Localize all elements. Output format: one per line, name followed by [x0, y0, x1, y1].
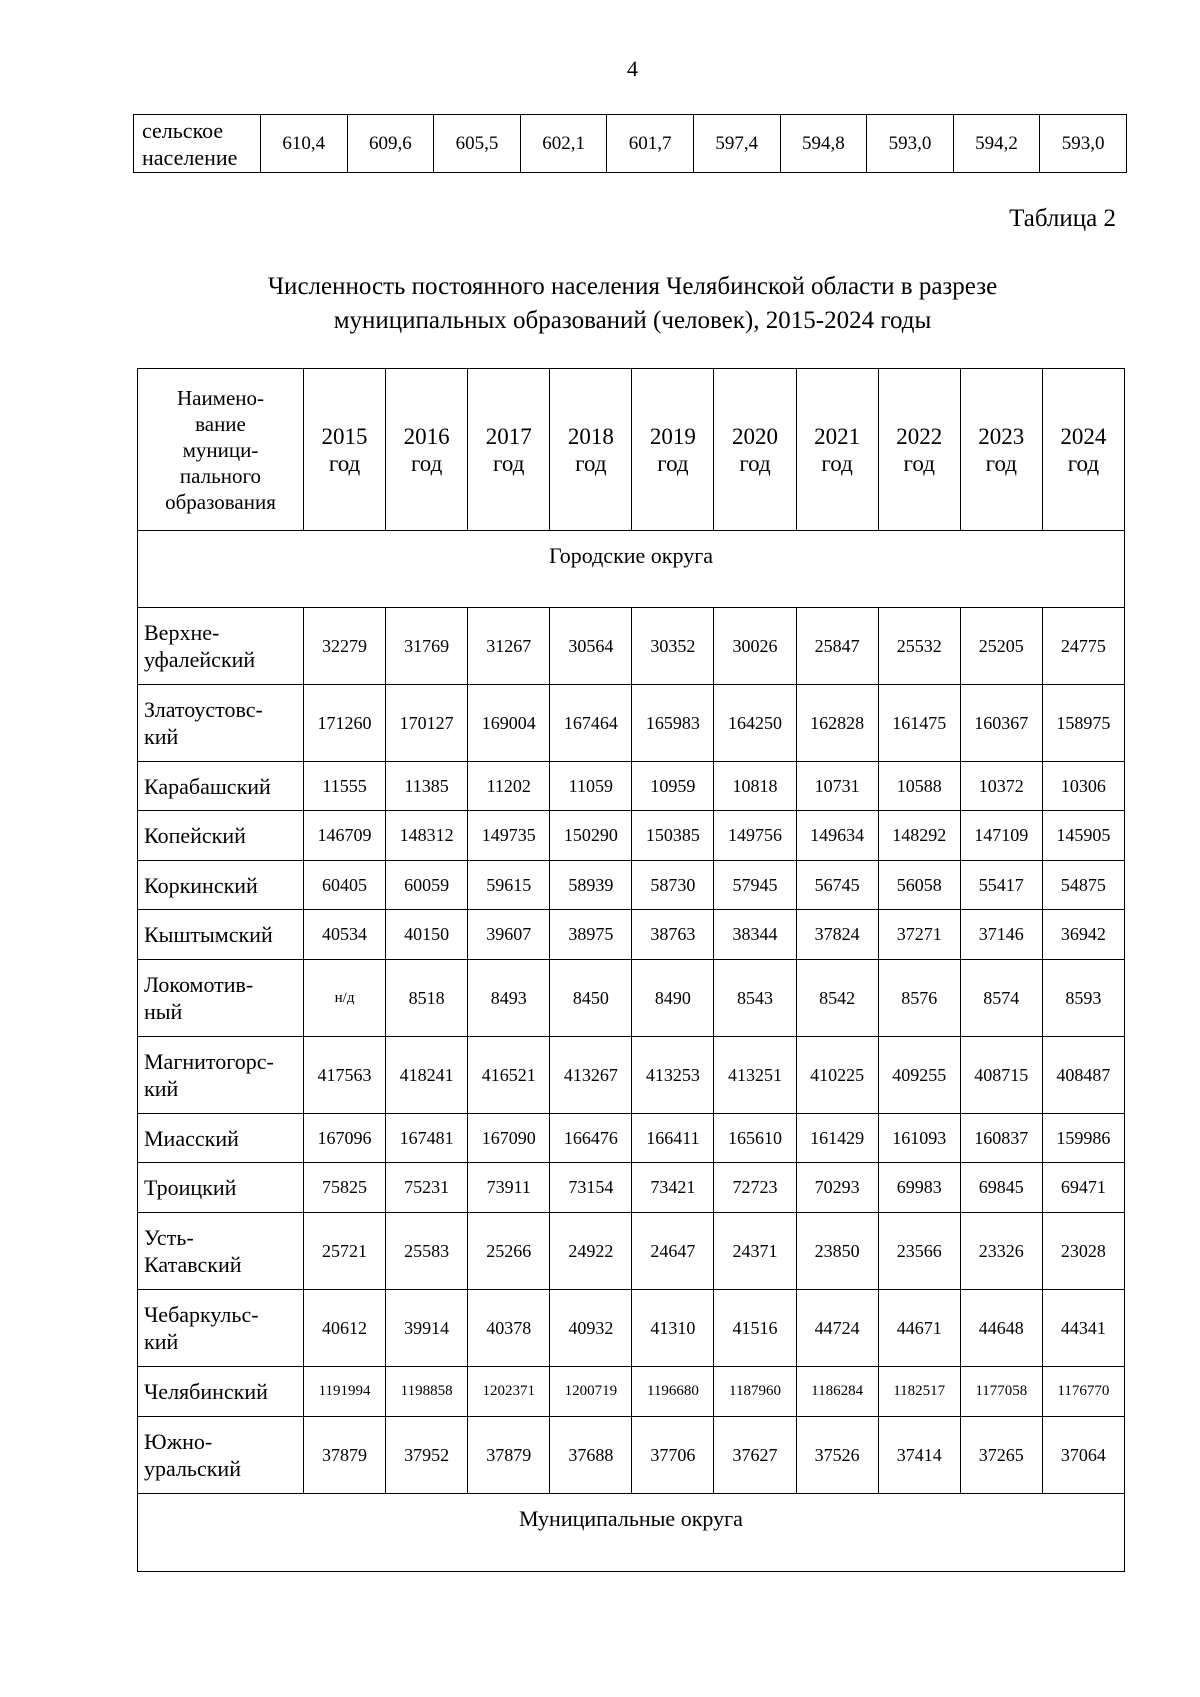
- table-title-line: Численность постоянного населения Челябинской области в разрезе: [267, 273, 998, 300]
- population-cell: 37879: [468, 1417, 550, 1494]
- municipality-name: [138, 861, 304, 910]
- population-cell: 166411: [632, 1114, 714, 1163]
- population-cell: 413267: [550, 1037, 632, 1114]
- population-cell: 41516: [714, 1290, 796, 1367]
- municipality-name: [138, 1417, 304, 1494]
- row-label-rural-population: [134, 115, 261, 173]
- population-cell: 30026: [714, 608, 796, 685]
- page-number: 4: [627, 56, 638, 81]
- municipality-name-line: Карабашский: [144, 773, 271, 799]
- population-cell: 73911: [468, 1163, 550, 1213]
- population-cell: 145905: [1042, 811, 1124, 861]
- municipality-name: [138, 910, 304, 960]
- population-cell: 418241: [386, 1037, 468, 1114]
- municipality-name-line: Катавский: [144, 1252, 242, 1277]
- population-cell: 161429: [796, 1114, 878, 1163]
- population-cell: 37824: [796, 910, 878, 960]
- table-caption: Таблица 2: [1009, 205, 1116, 232]
- table-cell: 593,0: [867, 115, 954, 173]
- population-cell: 169004: [468, 685, 550, 762]
- population-cell: 58730: [632, 861, 714, 910]
- population-cell: 167096: [304, 1114, 386, 1163]
- table-cell: 594,2: [953, 115, 1040, 173]
- population-cell: 167464: [550, 685, 632, 762]
- year-unit: год: [821, 450, 853, 476]
- municipality-name: [138, 1290, 304, 1367]
- population-cell: 148292: [878, 811, 960, 861]
- population-cell: 8490: [632, 960, 714, 1037]
- population-cell: 416521: [468, 1037, 550, 1114]
- year-unit: год: [739, 450, 771, 476]
- municipality-name-line: Кыштымский: [144, 922, 273, 947]
- table-row: [138, 608, 1125, 685]
- table-cell: 597,4: [693, 115, 780, 173]
- population-cell: 30352: [632, 608, 714, 685]
- table-row: [138, 1417, 1125, 1494]
- table-cell: 609,6: [347, 115, 434, 173]
- year-unit: год: [575, 450, 607, 476]
- municipality-name: [138, 1114, 304, 1163]
- population-cell: 37265: [960, 1417, 1042, 1494]
- population-cell: 56745: [796, 861, 878, 910]
- municipality-name: [138, 1163, 304, 1213]
- table-row: [138, 811, 1125, 861]
- population-cell: 37879: [304, 1417, 386, 1494]
- row-label-line: население: [142, 144, 238, 170]
- population-cell: 37146: [960, 910, 1042, 960]
- population-cell: 32279: [304, 608, 386, 685]
- population-cell: 8543: [714, 960, 796, 1037]
- table-header-row: [138, 369, 1125, 531]
- population-cell: 58939: [550, 861, 632, 910]
- column-header-year: [1042, 369, 1124, 531]
- table-row: [138, 910, 1125, 960]
- population-cell: 31267: [468, 608, 550, 685]
- table-row: [138, 762, 1125, 811]
- municipality-name-line: Локомотив-: [144, 972, 254, 997]
- header-line: муници-: [182, 437, 259, 462]
- table-row: [134, 115, 1127, 173]
- population-cell: 8518: [386, 960, 468, 1037]
- municipality-name-line: Магнитогорс-: [144, 1049, 274, 1074]
- population-cell: 75825: [304, 1163, 386, 1213]
- column-header-year: [468, 369, 550, 531]
- population-cell: 1177058: [960, 1367, 1042, 1417]
- population-cell: 25583: [386, 1213, 468, 1290]
- population-cell: 23566: [878, 1213, 960, 1290]
- population-cell: 158975: [1042, 685, 1124, 762]
- table-row: [138, 1114, 1125, 1163]
- population-cell: 1202371: [468, 1367, 550, 1417]
- municipality-name: [138, 811, 304, 861]
- year-unit: год: [410, 450, 443, 476]
- population-cell: 410225: [796, 1037, 878, 1114]
- municipality-name-line: уральский: [144, 1456, 241, 1481]
- municipality-name-line: Троицкий: [144, 1175, 237, 1200]
- table-row: [138, 685, 1125, 762]
- header-line: Наимено-: [176, 385, 265, 410]
- population-cell: 38975: [550, 910, 632, 960]
- population-cell: 162828: [796, 685, 878, 762]
- year-label: 2020: [732, 423, 779, 449]
- population-cell: 10588: [878, 762, 960, 811]
- year-label: 2024: [1060, 423, 1107, 449]
- table-cell: 605,5: [434, 115, 521, 173]
- year-unit: год: [328, 450, 361, 476]
- population-cell: 72723: [714, 1163, 796, 1213]
- table-row: [138, 1213, 1125, 1290]
- municipality-name-line: Коркинский: [144, 872, 258, 898]
- column-header-municipality: [138, 369, 304, 531]
- population-cell: 165610: [714, 1114, 796, 1163]
- population-cell: 167090: [468, 1114, 550, 1163]
- municipality-name-line: Верхне-: [144, 620, 220, 645]
- population-cell: 408715: [960, 1037, 1042, 1114]
- population-cell: 73421: [632, 1163, 714, 1213]
- population-cell: 44341: [1042, 1290, 1124, 1367]
- population-cell: 1198858: [386, 1367, 468, 1417]
- year-unit: год: [657, 450, 689, 476]
- population-cell: 146709: [304, 811, 386, 861]
- population-cell: 40534: [304, 910, 386, 960]
- population-cell: 8593: [1042, 960, 1124, 1037]
- year-label: 2016: [403, 423, 450, 449]
- population-cell: 149756: [714, 811, 796, 861]
- population-cell: 8450: [550, 960, 632, 1037]
- population-cell: 24371: [714, 1213, 796, 1290]
- table-cell: 610,4: [261, 115, 348, 173]
- table-title-line: муниципальных образований (человек), 2015-2024 годы: [333, 307, 932, 334]
- year-label: 2021: [814, 423, 861, 449]
- table-cell: 593,0: [1040, 115, 1127, 173]
- population-cell: 38763: [632, 910, 714, 960]
- population-cell: 11385: [386, 762, 468, 811]
- municipality-name-line: Копейский: [144, 823, 246, 848]
- population-cell: 165983: [632, 685, 714, 762]
- population-cell: 37526: [796, 1417, 878, 1494]
- municipality-name-line: кий: [144, 724, 179, 749]
- population-cell: 10372: [960, 762, 1042, 811]
- population-cell: 44671: [878, 1290, 960, 1367]
- population-cell: 11059: [550, 762, 632, 811]
- population-cell: 37706: [632, 1417, 714, 1494]
- table-title: [0, 270, 1200, 338]
- population-cell: 37271: [878, 910, 960, 960]
- municipality-name: [138, 762, 304, 811]
- population-cell: 60059: [386, 861, 468, 910]
- population-cell: 25266: [468, 1213, 550, 1290]
- municipality-name-line: уфалейский: [144, 647, 256, 672]
- population-cell: 149634: [796, 811, 878, 861]
- population-cell: 57945: [714, 861, 796, 910]
- section-urban-districts: Городские округа: [138, 531, 1125, 608]
- table-cell: 602,1: [520, 115, 607, 173]
- municipality-name-line: Златоустовс-: [144, 697, 263, 722]
- population-cell: 164250: [714, 685, 796, 762]
- population-cell: 44724: [796, 1290, 878, 1367]
- population-cell: 55417: [960, 861, 1042, 910]
- population-cell: 160367: [960, 685, 1042, 762]
- population-cell: 413253: [632, 1037, 714, 1114]
- year-unit: год: [1067, 450, 1100, 476]
- population-cell: 38344: [714, 910, 796, 960]
- population-cell: 1186284: [796, 1367, 878, 1417]
- year-label: 2022: [896, 423, 943, 449]
- population-cell: 25847: [796, 608, 878, 685]
- population-cell: 1187960: [714, 1367, 796, 1417]
- population-cell: 40612: [304, 1290, 386, 1367]
- column-header-year: [714, 369, 796, 531]
- year-unit: год: [903, 450, 935, 476]
- section-row: [138, 531, 1125, 608]
- column-header-year: [386, 369, 468, 531]
- population-cell: 75231: [386, 1163, 468, 1213]
- population-cell: 10959: [632, 762, 714, 811]
- previous-table-continuation: [133, 114, 1127, 173]
- population-cell: 39914: [386, 1290, 468, 1367]
- table-row: [138, 1163, 1125, 1213]
- year-unit: год: [493, 450, 525, 476]
- population-cell: 161475: [878, 685, 960, 762]
- population-cell: 149735: [468, 811, 550, 861]
- municipality-name-line: кий: [144, 1076, 179, 1101]
- column-header-year: [632, 369, 714, 531]
- table-row: [138, 861, 1125, 910]
- municipality-name-line: Южно-: [144, 1429, 213, 1454]
- year-unit: год: [985, 450, 1017, 476]
- population-cell: 417563: [304, 1037, 386, 1114]
- population-cell: 59615: [468, 861, 550, 910]
- municipality-name: [138, 1037, 304, 1114]
- year-label: 2015: [321, 423, 368, 449]
- population-cell: 24775: [1042, 608, 1124, 685]
- municipality-name-line: Челябинский: [144, 1379, 268, 1404]
- municipality-name-line: Усть-: [144, 1225, 194, 1250]
- population-cell: 1182517: [878, 1367, 960, 1417]
- table-row: [138, 1037, 1125, 1114]
- section-row: [138, 1494, 1125, 1572]
- year-label: 2017: [485, 423, 532, 449]
- population-cell: 25205: [960, 608, 1042, 685]
- section-municipal-districts: Муниципальные округа: [138, 1494, 1125, 1572]
- population-cell: 150290: [550, 811, 632, 861]
- population-cell: 147109: [960, 811, 1042, 861]
- population-cell: 170127: [386, 685, 468, 762]
- column-header-year: [960, 369, 1042, 531]
- population-cell: н/д: [304, 960, 386, 1037]
- table-cell: 601,7: [607, 115, 694, 173]
- population-cell: 10818: [714, 762, 796, 811]
- population-cell: 70293: [796, 1163, 878, 1213]
- population-cell: 1191994: [304, 1367, 386, 1417]
- population-cell: 8576: [878, 960, 960, 1037]
- population-cell: 8493: [468, 960, 550, 1037]
- population-cell: 8542: [796, 960, 878, 1037]
- year-label: 2023: [978, 423, 1025, 449]
- municipality-name: [138, 685, 304, 762]
- population-cell: 30564: [550, 608, 632, 685]
- table-row: [138, 1367, 1125, 1417]
- population-cell: 1200719: [550, 1367, 632, 1417]
- population-cell: 40150: [386, 910, 468, 960]
- population-cell: 166476: [550, 1114, 632, 1163]
- municipality-name: [138, 608, 304, 685]
- population-cell: 25532: [878, 608, 960, 685]
- population-cell: 409255: [878, 1037, 960, 1114]
- header-line: образования: [165, 489, 276, 514]
- population-cell: 413251: [714, 1037, 796, 1114]
- year-label: 2018: [567, 423, 614, 449]
- municipality-name-line: Чебаркульс-: [144, 1302, 259, 1327]
- population-cell: 37414: [878, 1417, 960, 1494]
- population-cell: 31769: [386, 608, 468, 685]
- population-cell: 161093: [878, 1114, 960, 1163]
- population-cell: 11555: [304, 762, 386, 811]
- population-cell: 23326: [960, 1213, 1042, 1290]
- population-cell: 23850: [796, 1213, 878, 1290]
- population-cell: 150385: [632, 811, 714, 861]
- municipality-name-line: ный: [144, 999, 183, 1024]
- population-cell: 171260: [304, 685, 386, 762]
- population-cell: 1176770: [1042, 1367, 1124, 1417]
- column-header-year: [304, 369, 386, 531]
- population-cell: 36942: [1042, 910, 1124, 960]
- municipality-name: [138, 1367, 304, 1417]
- header-line: вание: [195, 411, 246, 436]
- population-cell: 24647: [632, 1213, 714, 1290]
- population-cell: 56058: [878, 861, 960, 910]
- population-cell: 37952: [386, 1417, 468, 1494]
- population-cell: 37688: [550, 1417, 632, 1494]
- year-label: 2019: [649, 423, 696, 449]
- population-cell: 148312: [386, 811, 468, 861]
- municipality-name-line: кий: [144, 1329, 179, 1354]
- population-cell: 8574: [960, 960, 1042, 1037]
- table-cell: 594,8: [780, 115, 867, 173]
- population-cell: 69845: [960, 1163, 1042, 1213]
- population-cell: 37064: [1042, 1417, 1124, 1494]
- population-cell: 10306: [1042, 762, 1124, 811]
- column-header-year: [550, 369, 632, 531]
- population-cell: 39607: [468, 910, 550, 960]
- population-cell: 23028: [1042, 1213, 1124, 1290]
- row-label-line: сельское: [142, 117, 224, 143]
- population-cell: 40378: [468, 1290, 550, 1367]
- population-cell: 24922: [550, 1213, 632, 1290]
- population-cell: 40932: [550, 1290, 632, 1367]
- municipality-name: [138, 1213, 304, 1290]
- population-cell: 37627: [714, 1417, 796, 1494]
- municipality-name: [138, 960, 304, 1037]
- population-cell: 159986: [1042, 1114, 1124, 1163]
- population-cell: 10731: [796, 762, 878, 811]
- population-cell: 167481: [386, 1114, 468, 1163]
- population-cell: 69471: [1042, 1163, 1124, 1213]
- table-row: [138, 1290, 1125, 1367]
- header-line: пального: [179, 463, 262, 488]
- population-cell: 44648: [960, 1290, 1042, 1367]
- column-header-year: [878, 369, 960, 531]
- population-cell: 1196680: [632, 1367, 714, 1417]
- population-cell: 69983: [878, 1163, 960, 1213]
- population-cell: 41310: [632, 1290, 714, 1367]
- population-cell: 25721: [304, 1213, 386, 1290]
- municipality-name-line: Миасский: [144, 1125, 239, 1151]
- population-table: [137, 368, 1125, 1572]
- population-cell: 160837: [960, 1114, 1042, 1163]
- population-cell: 11202: [468, 762, 550, 811]
- table-row: [138, 960, 1125, 1037]
- population-cell: 60405: [304, 861, 386, 910]
- population-cell: 54875: [1042, 861, 1124, 910]
- column-header-year: [796, 369, 878, 531]
- population-cell: 73154: [550, 1163, 632, 1213]
- population-cell: 408487: [1042, 1037, 1124, 1114]
